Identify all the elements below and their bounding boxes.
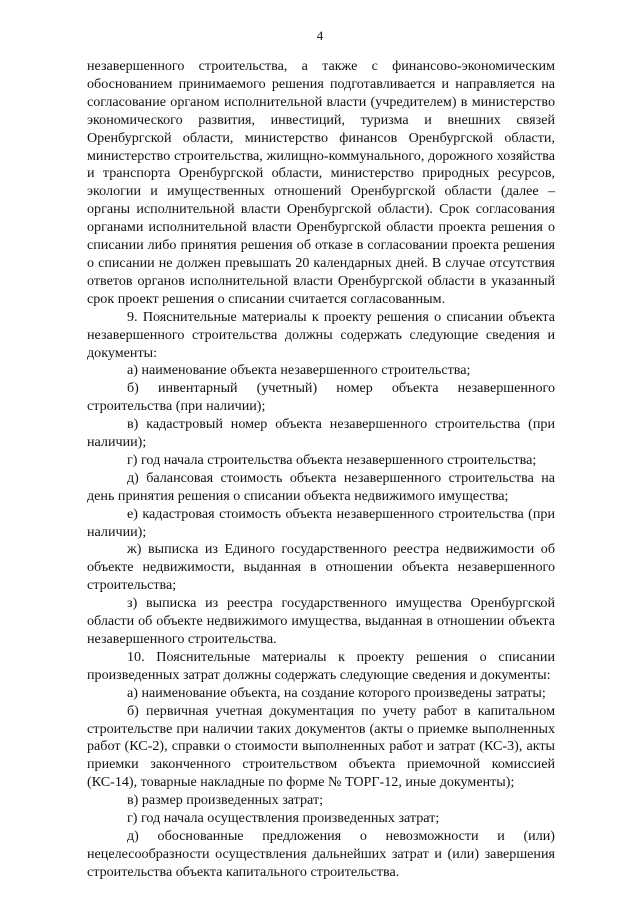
list-item-10a: а) наименование объекта, на создание которого произведены затраты; (127, 684, 546, 701)
list-item-9d: д) балансовая стоимость объекта незавершенного строительства на день принятия решения о списании объекта недвижимого имущества; (87, 469, 555, 504)
list-item-10g: г) год начала осуществления произведенных затрат; (127, 810, 440, 827)
paragraph-clause-10: 10. Пояснительные материалы к проекту решения о списании произведенных затрат должны содержать следующие сведения и документы: (87, 648, 555, 683)
list-item-9b: б) инвентарный (учетный) номер объекта незавершенного строительства (при наличии); (87, 380, 555, 415)
list-item-9z: з) выписка из реестра государственного имущества Оренбургской области об объекте недвижимого имущества, выданная в отношении объекта незавершенного строительства. (87, 595, 555, 647)
paragraph-continuation: незавершенного строительства, а также с финансово-экономическим обоснованием принимаемого решения подготавливается и направляется на согласование органом исполнительной власти (учредителем) в министерство экономического развития, инвестиций, туризма и внешних связей Оренбургской области, министерство финансов Оренбургской области, министерство строительства, жилищно-коммунального, дорожного хозяйства и транспорта Оренбургской области, министерство природных ресурсов, экологии и имущественных отношений Оренбургской области (далее – органы исполнительной власти Оренбургской области). Срок согласования органами исполнительной власти Оренбургской области проекта решения о списании либо принятия решения об отказе в согласовании проекта решения о списании не должен превышать 20 календарных дней. В случае отсутствия ответов органов исполнительной власти Оренбургской области в указанный срок проект решения о списании считается согласованным. (87, 58, 555, 307)
list-item-9e: е) кадастровая стоимость объекта незавершенного строительства (при наличии); (87, 505, 555, 540)
list-item-10b: б) первичная учетная документация по учету работ в капитальном строительстве при наличии таких документов (акты о приемке выполненных работ (КС-2), справки о стоимости выполненных работ и затрат (КС-3), акты приемки законченного строительством объекта приемочной комиссией (КС-14), товарные накладные по форме № ТОРГ-12, иные документы); (87, 702, 555, 791)
list-item-9g: г) год начала строительства объекта незавершенного строительства; (127, 451, 537, 468)
list-item-9a: а) наименование объекта незавершенного строительства; (127, 362, 471, 379)
document-body (87, 58, 555, 882)
list-item-10v: в) размер произведенных затрат; (127, 792, 324, 809)
list-item-9zh: ж) выписка из Единого государственного реестра недвижимости об объекте недвижимости, выданная в отношении объекта незавершенного строительства; (87, 541, 555, 594)
page-number: 4 (316, 28, 324, 43)
paragraph-clause-9: 9. Пояснительные материалы к проекту решения о списании объекта незавершенного строительства должны содержать следующие сведения и документы: (87, 308, 555, 361)
list-item-9v: в) кадастровый номер объекта незавершенного строительства (при наличии); (87, 416, 555, 451)
list-item-10d: д) обоснованные предложения о невозможности и (или) нецелесообразности осуществления дальнейших затрат и (или) завершения строительства объекта капитального строительства. (87, 827, 555, 880)
